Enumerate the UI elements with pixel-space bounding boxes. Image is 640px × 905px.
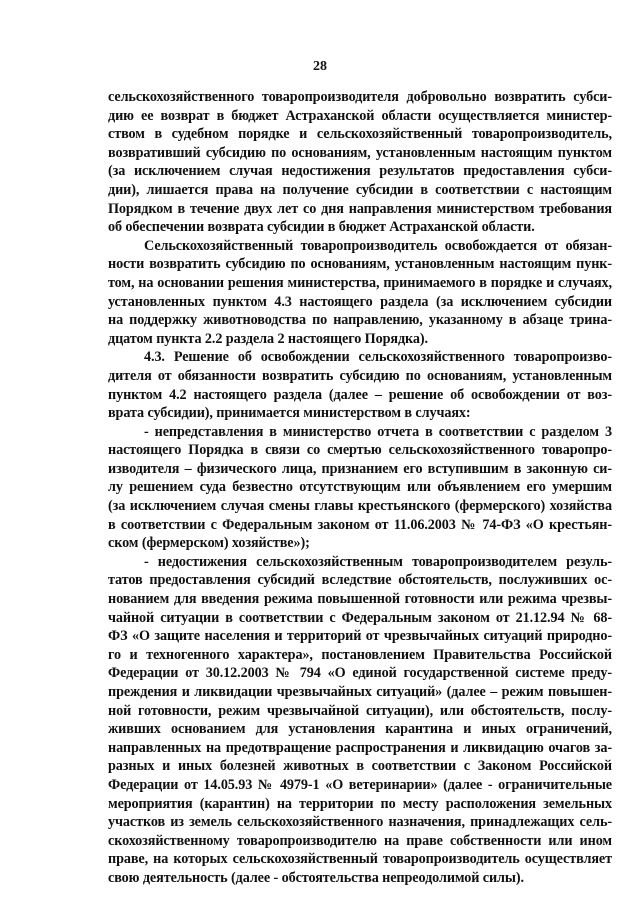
text-line: дцатом пункта 2.2 раздела 2 настоящего Порядка). xyxy=(108,330,428,347)
text-line: Федерации от 30.12.2003 № 794 «О единой государственной системе преду- xyxy=(108,665,612,682)
text-line: изводителя – физического лица, признанием его вступившим в законную си- xyxy=(108,460,612,477)
text-line: - недостижения сельскохозяйственным товаропроизводителем резуль- xyxy=(144,553,612,570)
text-line: праве, на которых сельскохозяйственный товаропроизводитель осуществляет xyxy=(108,851,612,868)
text-line: разных и иных болезней животных в соответствии с Законом Российской xyxy=(108,758,612,775)
text-line: татов предоставления субсидий вследствие обстоятельств, послуживших ос- xyxy=(108,572,612,589)
text-line: (за исключением случая недостижения результатов предоставления субси- xyxy=(108,163,612,180)
text-line: пунктом 4.2 настоящего раздела (далее – решение об освобождении от воз- xyxy=(108,386,612,403)
text-line: врата субсидии), принимается министерством в случаях: xyxy=(108,405,471,422)
text-line: том, на основании решения министерства, принимаемого в порядке и случаях, xyxy=(108,274,612,291)
text-line: установленных пунктом 4.3 настоящего раздела (за исключением субсидии xyxy=(108,293,612,310)
document-body xyxy=(108,88,612,888)
text-line: дителя от обязанности возвратить субсидию по основаниям, установленным xyxy=(108,367,612,384)
text-line: преждения и ликвидации чрезвычайных ситуаций» (далее – режим повышен- xyxy=(108,684,612,700)
text-line: ством в судебном порядке и сельскохозяйственный товаропроизводитель, xyxy=(108,126,612,143)
text-line: свою деятельность (далее - обстоятельства непреодолимой силы). xyxy=(108,869,524,886)
text-line: направленных на предотвращение распространения и ликвидацию очагов за- xyxy=(108,739,612,756)
text-line: настоящего Порядка в связи со смертью сельскохозяйственного товаропро- xyxy=(108,442,612,459)
text-line: возвративший субсидию по основаниям, установленным настоящим пунктом xyxy=(108,144,612,161)
text-line: чайной ситуации в соответствии с Федеральным законом от 21.12.94 № 68- xyxy=(108,609,612,626)
text-line: в соответствии с Федеральным законом от 11.06.2003 № 74-ФЗ «О крестьян- xyxy=(108,516,612,533)
text-line: мероприятия (карантин) на территории по месту расположения земельных xyxy=(108,795,612,812)
text-line: ной готовности, режим чрезвычайной ситуации), или обстоятельств, послу- xyxy=(108,702,612,719)
text-line: дию ее возврат в бюджет Астраханской области осуществляется министер- xyxy=(108,107,612,124)
text-line: лу решением суда безвестно отсутствующим или объявлением его умершим xyxy=(108,479,612,496)
text-line: ском (фермерском) хозяйстве»); xyxy=(108,535,310,552)
text-line: живших основанием для установления карантина и иных ограничений, xyxy=(108,721,612,738)
text-line: дии), лишается права на получение субсидии в соответствии с настоящим xyxy=(108,181,612,198)
text-line: на поддержку животноводства по направлению, указанному в абзаце трина- xyxy=(108,312,612,329)
text-line: Федерации от 14.05.93 № 4979-1 «О ветеринарии» (далее - ограничительные xyxy=(108,776,612,793)
text-line: 4.3. Решение об освобождении сельскохозяйственного товаропроизво- xyxy=(144,349,612,366)
text-line: го и техногенного характера», постановлением Правительства Российской xyxy=(108,646,612,663)
text-line: ФЗ «О защите населения и территорий от чрезвычайных ситуаций природно- xyxy=(108,628,612,645)
text-line: Сельскохозяйственный товаропроизводитель освобождается от обязан- xyxy=(144,237,612,254)
text-line: сельскохозяйственного товаропроизводителя добровольно возвратить субси- xyxy=(108,89,612,105)
text-line: Порядком в течение двух лет со дня направления министерством требования xyxy=(108,200,612,217)
text-line: (за исключением случая смены главы крестьянского (фермерского) хозяйства xyxy=(108,498,612,515)
text-line: ности возвратить субсидию по основаниям, установленным настоящим пунк- xyxy=(108,256,612,273)
text-line: участков из земель сельскохозяйственного назначения, принадлежащих сель- xyxy=(108,814,612,831)
text-line: скохозяйственному товаропроизводителю на праве собственности или ином xyxy=(108,832,612,849)
page-number: 28 xyxy=(313,59,327,74)
text-line: нованием для введения режима повышенной готовности или режима чрезвы- xyxy=(108,591,612,608)
text-line: об обеспечении возврата субсидии в бюджет Астраханской области. xyxy=(108,219,535,236)
text-line: - непредставления в министерство отчета в соответствии с разделом 3 xyxy=(144,423,612,440)
